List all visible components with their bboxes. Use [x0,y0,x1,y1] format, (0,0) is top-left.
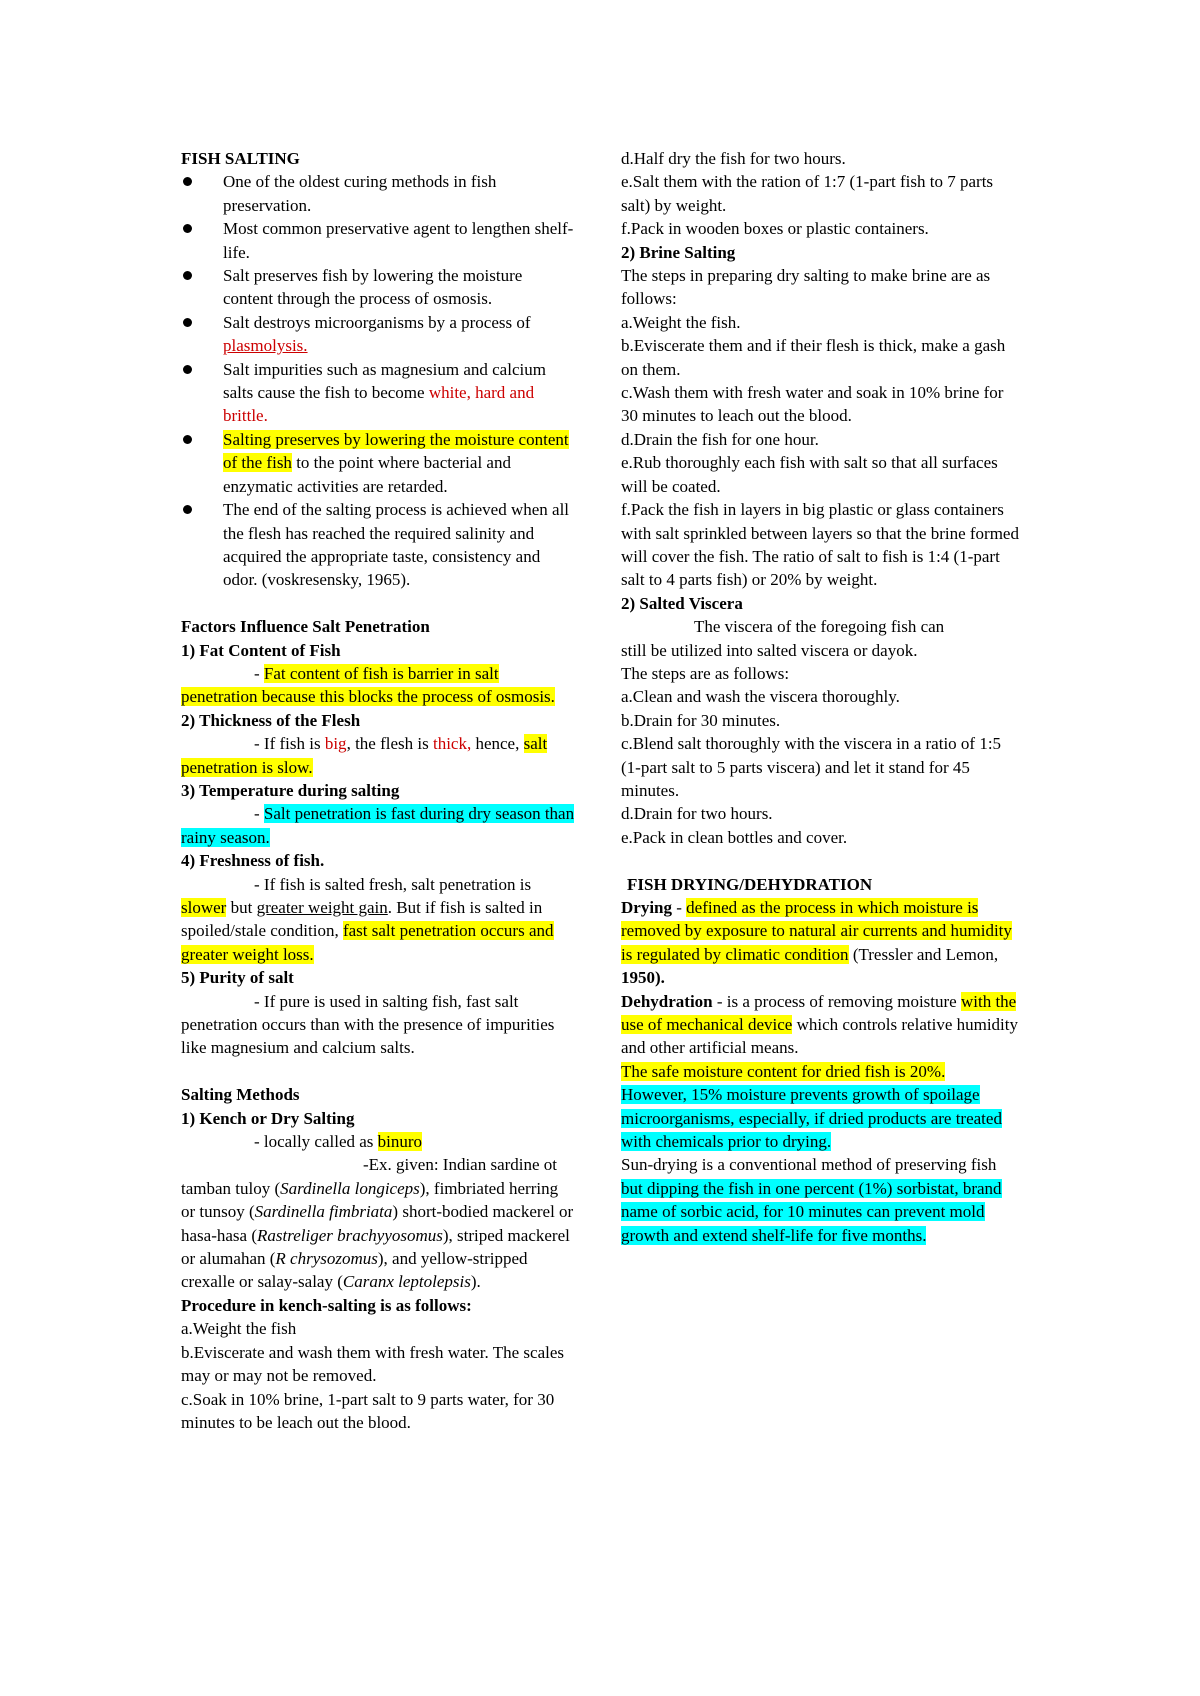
red-emphasis: white, hard and brittle. [223,383,535,426]
moisture-note [621,1083,1021,1153]
yellow-highlight: binuro [377,1132,423,1152]
factor-5-title: 5) Purity of salt [181,968,294,988]
list-item [181,170,576,217]
cyan-highlight: Salt penetration is fast during dry season than rainy season. [181,804,575,847]
text: hence, [471,734,524,754]
kench-title: 1) Kench or Dry Salting [181,1108,355,1128]
factor-1-text [181,662,576,709]
procedure-step: a.Weight the fish. [621,312,741,332]
procedure-step: a.Clean and wash the viscera thoroughly. [621,687,900,707]
species-name: Sardinella longiceps [280,1178,420,1198]
procedure-step: b.Drain for 30 minutes. [621,710,781,730]
bullet-text: One of the oldest curing methods in fish preservation. [223,172,497,215]
citation: (Tressler and Lemon, [848,944,999,964]
salting-bullet-list [181,170,576,591]
plasmolysis-term: plasmolysis. [223,336,308,356]
bullet-text: Most common preservative agent to lengthen shelf-life. [223,219,574,262]
procedure-step: a.Weight the fish [181,1319,297,1339]
text: - If fish is salted fresh, salt penetration is [254,874,532,894]
factor-2-title: 2) Thickness of the Flesh [181,710,361,730]
factor-2-text [181,732,576,779]
example-label: -Ex. given: Indian sardine ot [363,1155,558,1175]
dash: - [672,897,687,917]
text: ), fimbriated herring or tunsoy ( [181,1178,559,1222]
citation-year: 1950). [621,968,665,988]
yellow-highlight: The safe moisture content for dried fish is 20%. [621,1061,946,1081]
species-name: Rastreliger brachyyosomus [257,1225,443,1245]
bullet-text: Salt preserves fish by lowering the moisture content through the process of osmosis. [223,266,523,309]
viscera-intro-cont: still be utilized into salted viscera or dayok. [621,640,918,660]
text: which controls relative humidity and other artificial means. [621,1015,1019,1058]
red-emphasis: thick, [432,734,472,754]
procedure-step: d.Half dry the fish for two hours. [621,149,846,168]
right-column [621,147,1021,1247]
procedure-step: c.Wash them with fresh water and soak in 10% brine for 30 minutes to leach out the blood. [621,383,1004,426]
factor-1-title: 1) Fat Content of Fish [181,640,341,660]
species-name: Caranx leptolepsis [342,1272,471,1292]
dehydration-term: Dehydration [621,991,713,1011]
factor-3-title: 3) Temperature during salting [181,780,400,800]
procedure-step: e.Pack in clean bottles and cover. [621,827,848,847]
yellow-highlight: Fat content of fish is barrier in salt penetration because this blocks the process of osmosis. [181,663,555,707]
list-item [181,264,576,311]
text: - If fish is [254,734,325,754]
text: but [226,897,257,917]
text: - is a process of removing moisture [712,991,961,1011]
bullet-text: Salt destroys microorganisms by a process of [223,312,531,332]
bullet-text: The end of the salting process is achieved when all the flesh has reached the required salinity and acquired the appropriate taste, consistency and odor. (voskresensky, 1965). [223,500,570,590]
viscera-intro: The viscera of the foregoing fish can [694,617,945,637]
factor-4-text [181,873,576,967]
salted-viscera-title: 2) Salted Viscera [621,593,743,613]
dehydration-definition [621,990,1021,1060]
yellow-highlight: slower [181,897,227,917]
sun-drying [621,1153,1021,1247]
yellow-highlight: with the use of mechanical device [621,991,1017,1035]
factors-heading: Factors Influence Salt Penetration [181,617,430,637]
kench-local-name [181,1130,576,1153]
list-item [181,428,576,498]
text: - locally called as [254,1132,378,1152]
fish-salting-heading: FISH SALTING [181,149,300,168]
species-name: Sardinella fimbriata [254,1202,393,1222]
yellow-highlight: defined as the process in which moisture is removed by exposure to natural air currents and humidity is regulated by climatic condition [621,897,1012,964]
example-species [181,1177,576,1294]
procedure-step: f.Pack in wooden boxes or plastic containers. [621,219,929,239]
dash: - [254,804,264,824]
viscera-steps-label: The steps are as follows: [621,663,790,683]
procedure-step: c.Blend salt thoroughly with the viscera in a ratio of 1:5 (1-part salt to 5 parts viscera) and let it stand for 45 minutes. [621,734,1002,800]
procedure-step: b.Eviscerate and wash them with fresh water. The scales may or may not be removed. [181,1342,564,1386]
list-item [181,311,576,358]
text: ) short-bodied mackerel or hasa-hasa ( [181,1202,574,1245]
list-item [181,217,576,264]
text: tamban tuloy ( [181,1178,281,1198]
brine-salting-title: 2) Brine Salting [621,242,736,262]
drying-term: Drying [621,897,672,917]
text: . But if fish is salted in spoiled/stale condition, [181,897,543,941]
left-column [181,147,576,1434]
procedure-heading: Procedure in kench-salting is as follows: [181,1295,472,1315]
cyan-highlight: but dipping the fish in one percent (1%) sorbistat, brand name of sorbic acid, for 10 minutes can prevent mold growth and extend shelf-life for five months. [621,1178,1002,1245]
procedure-step: c.Soak in 10% brine, 1-part salt to 9 parts water, for 30 minutes to be leach out the blood. [181,1389,555,1432]
text: ), striped mackerel or alumahan ( [181,1225,570,1269]
procedure-step: e.Rub thoroughly each fish with salt so that all surfaces will be coated. [621,453,998,496]
safe-moisture [621,1060,1021,1083]
procedure-step: b.Eviscerate them and if their flesh is thick, make a gash on them. [621,336,1006,379]
text: , the flesh is [346,734,433,754]
list-item [181,358,576,428]
factor-3-text [181,802,576,849]
yellow-highlight: salt penetration is slow. [181,734,548,777]
yellow-highlight: Salting preserves by lowering the moisture content of the fish [223,429,569,473]
list-item [181,498,576,592]
red-emphasis: big [324,734,347,754]
drying-definition [621,896,1021,990]
dash: - [254,663,264,683]
species-name: R chrysozomus [275,1249,378,1269]
underlined-text: greater weight gain [256,897,388,917]
bullet-text: to the point where bacterial and enzymatic activities are retarded. [223,453,511,496]
procedure-step: e.Salt them with the ration of 1:7 (1-part fish to 7 parts salt) by weight. [621,172,994,215]
text: ), and yellow-stripped crexalle or salay-salay ( [181,1249,528,1292]
yellow-highlight: fast salt penetration occurs and greater weight loss. [181,921,554,964]
salting-methods-heading: Salting Methods [181,1085,300,1105]
text: Sun-drying is a conventional method of preserving fish [621,1155,997,1175]
procedure-step: d.Drain the fish for one hour. [621,429,819,449]
text: ). [470,1272,481,1292]
procedure-step: d.Drain for two hours. [621,804,773,824]
factor-4-title: 4) Freshness of fish. [181,851,325,871]
procedure-step: f.Pack the fish in layers in big plastic or glass containers with salt sprinkled between layers so that the brine formed will cover the fish. The ratio of salt to fish is 1:4 (1-part salt to 4 parts fish) or 20% by weight. [621,500,1019,590]
text: - If pure is used in salting fish, fast salt penetration occurs than with the presence of impurities like magnesium and calcium salts. [181,991,555,1058]
factor-5-text [181,990,576,1060]
bullet-text: Salt impurities such as magnesium and calcium salts cause the fish to become [223,359,546,403]
cyan-highlight: However, 15% moisture prevents growth of spoilage microorganisms, especially, if dried products are treated with chemicals prior to drying. [621,1085,1002,1152]
fish-drying-heading: FISH DRYING/DEHYDRATION [627,874,873,894]
brine-intro: The steps in preparing dry salting to make brine are as follows: [621,266,991,309]
